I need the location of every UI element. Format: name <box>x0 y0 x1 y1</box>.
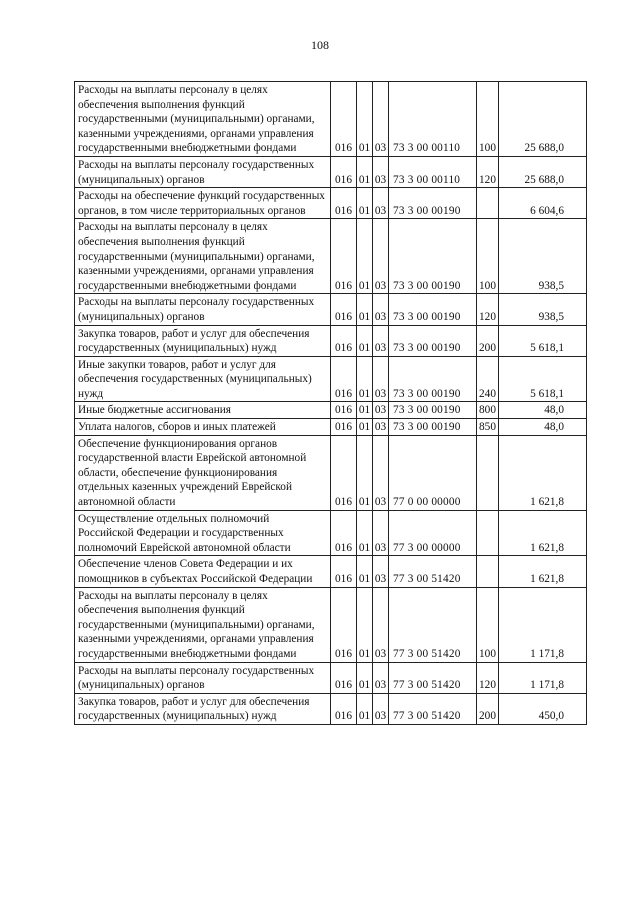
row-name: Расходы на выплаты персоналу государственных (муниципальных) органов <box>75 662 331 693</box>
row-amount: 938,5 <box>499 294 587 325</box>
row-ministry-code: 016 <box>331 294 357 325</box>
row-expense-type: 100 <box>477 82 499 157</box>
table-row <box>75 693 587 724</box>
row-expense-type <box>477 510 499 556</box>
row-target-code: 77 3 00 51420 <box>389 587 477 662</box>
row-expense-type <box>477 188 499 219</box>
row-expense-type: 120 <box>477 156 499 187</box>
row-target-code: 77 3 00 51420 <box>389 556 477 587</box>
row-subsection-code: 03 <box>373 356 389 402</box>
row-subsection-code: 03 <box>373 294 389 325</box>
row-amount: 5 618,1 <box>499 325 587 356</box>
row-ministry-code: 016 <box>331 219 357 294</box>
row-expense-type <box>477 556 499 587</box>
table-row <box>75 356 587 402</box>
table-row <box>75 556 587 587</box>
row-amount: 1 621,8 <box>499 510 587 556</box>
row-expense-type: 200 <box>477 693 499 724</box>
budget-table <box>74 81 587 725</box>
row-ministry-code: 016 <box>331 356 357 402</box>
row-name: Расходы на выплаты персоналу в целях обеспечения выполнения функций государственными (муниципальными) органами, казенными учреждениями, органами управления государственными внебюджетными фондами <box>75 82 331 157</box>
row-name: Уплата налогов, сборов и иных платежей <box>75 419 331 436</box>
row-name: Расходы на выплаты персоналу государственных (муниципальных) органов <box>75 156 331 187</box>
row-expense-type: 200 <box>477 325 499 356</box>
row-target-code: 73 3 00 00190 <box>389 356 477 402</box>
row-amount: 450,0 <box>499 693 587 724</box>
row-ministry-code: 016 <box>331 325 357 356</box>
row-expense-type: 100 <box>477 587 499 662</box>
row-section-code: 01 <box>357 402 373 419</box>
row-section-code: 01 <box>357 219 373 294</box>
row-amount: 25 688,0 <box>499 82 587 157</box>
row-subsection-code: 03 <box>373 188 389 219</box>
table-row <box>75 435 587 510</box>
table-row <box>75 587 587 662</box>
row-expense-type: 100 <box>477 219 499 294</box>
row-ministry-code: 016 <box>331 188 357 219</box>
row-amount: 6 604,6 <box>499 188 587 219</box>
row-expense-type: 850 <box>477 419 499 436</box>
row-ministry-code: 016 <box>331 402 357 419</box>
row-expense-type: 120 <box>477 294 499 325</box>
row-subsection-code: 03 <box>373 219 389 294</box>
row-target-code: 73 3 00 00190 <box>389 294 477 325</box>
row-amount: 938,5 <box>499 219 587 294</box>
row-section-code: 01 <box>357 662 373 693</box>
row-section-code: 01 <box>357 82 373 157</box>
row-name: Иные бюджетные ассигнования <box>75 402 331 419</box>
row-section-code: 01 <box>357 419 373 436</box>
row-target-code: 73 3 00 00110 <box>389 82 477 157</box>
row-ministry-code: 016 <box>331 156 357 187</box>
row-name: Расходы на выплаты персоналу в целях обеспечения выполнения функций государственными (муниципальными) органами, казенными учреждениями, органами управления государственными внебюджетными фондами <box>75 219 331 294</box>
row-section-code: 01 <box>357 294 373 325</box>
table-row <box>75 156 587 187</box>
row-target-code: 73 3 00 00190 <box>389 188 477 219</box>
row-subsection-code: 03 <box>373 662 389 693</box>
row-subsection-code: 03 <box>373 156 389 187</box>
row-amount: 25 688,0 <box>499 156 587 187</box>
row-name: Закупка товаров, работ и услуг для обеспечения государственных (муниципальных) нужд <box>75 325 331 356</box>
row-name: Обеспечение функционирования органов государственной власти Еврейской автономной области, обеспечение функционирования отдельных казенных учреждений Еврейской автономной области <box>75 435 331 510</box>
row-expense-type <box>477 435 499 510</box>
row-subsection-code: 03 <box>373 587 389 662</box>
table-row <box>75 219 587 294</box>
table-row <box>75 510 587 556</box>
row-name: Расходы на выплаты персоналу в целях обеспечения выполнения функций государственными (муниципальными) органами, казенными учреждениями, органами управления государственными внебюджетными фондами <box>75 587 331 662</box>
row-amount: 5 618,1 <box>499 356 587 402</box>
row-target-code: 77 3 00 00000 <box>389 510 477 556</box>
row-name: Расходы на выплаты персоналу государственных (муниципальных) органов <box>75 294 331 325</box>
row-section-code: 01 <box>357 156 373 187</box>
row-ministry-code: 016 <box>331 662 357 693</box>
row-subsection-code: 03 <box>373 325 389 356</box>
row-ministry-code: 016 <box>331 693 357 724</box>
row-ministry-code: 016 <box>331 587 357 662</box>
table-row <box>75 402 587 419</box>
table-row <box>75 188 587 219</box>
row-target-code: 73 3 00 00190 <box>389 219 477 294</box>
row-expense-type: 120 <box>477 662 499 693</box>
table-row <box>75 294 587 325</box>
row-target-code: 73 3 00 00190 <box>389 419 477 436</box>
row-section-code: 01 <box>357 587 373 662</box>
row-subsection-code: 03 <box>373 510 389 556</box>
row-subsection-code: 03 <box>373 435 389 510</box>
row-expense-type: 240 <box>477 356 499 402</box>
row-section-code: 01 <box>357 325 373 356</box>
row-ministry-code: 016 <box>331 419 357 436</box>
row-section-code: 01 <box>357 556 373 587</box>
row-ministry-code: 016 <box>331 510 357 556</box>
row-subsection-code: 03 <box>373 82 389 157</box>
row-name: Расходы на обеспечение функций государственных органов, в том числе территориальных органов <box>75 188 331 219</box>
row-ministry-code: 016 <box>331 82 357 157</box>
row-ministry-code: 016 <box>331 435 357 510</box>
row-expense-type: 800 <box>477 402 499 419</box>
table-row <box>75 325 587 356</box>
row-name: Обеспечение членов Совета Федерации и их помощников в субъектах Российской Федерации <box>75 556 331 587</box>
row-name: Иные закупки товаров, работ и услуг для обеспечения государственных (муниципальных) нужд <box>75 356 331 402</box>
page-number: 108 <box>311 38 329 52</box>
row-target-code: 77 0 00 00000 <box>389 435 477 510</box>
row-section-code: 01 <box>357 693 373 724</box>
row-subsection-code: 03 <box>373 556 389 587</box>
row-target-code: 77 3 00 51420 <box>389 693 477 724</box>
row-target-code: 77 3 00 51420 <box>389 662 477 693</box>
row-name: Осуществление отдельных полномочий Российской Федерации и государственных полномочий Еврейской автономной области <box>75 510 331 556</box>
table-row <box>75 82 587 157</box>
row-subsection-code: 03 <box>373 419 389 436</box>
row-amount: 1 171,8 <box>499 662 587 693</box>
row-target-code: 73 3 00 00190 <box>389 325 477 356</box>
row-subsection-code: 03 <box>373 402 389 419</box>
row-amount: 48,0 <box>499 402 587 419</box>
row-amount: 1 621,8 <box>499 556 587 587</box>
row-amount: 48,0 <box>499 419 587 436</box>
row-subsection-code: 03 <box>373 693 389 724</box>
row-section-code: 01 <box>357 356 373 402</box>
row-name: Закупка товаров, работ и услуг для обеспечения государственных (муниципальных) нужд <box>75 693 331 724</box>
row-target-code: 73 3 00 00110 <box>389 156 477 187</box>
table-row <box>75 662 587 693</box>
table-row <box>75 419 587 436</box>
row-amount: 1 621,8 <box>499 435 587 510</box>
row-section-code: 01 <box>357 510 373 556</box>
row-section-code: 01 <box>357 188 373 219</box>
row-section-code: 01 <box>357 435 373 510</box>
row-ministry-code: 016 <box>331 556 357 587</box>
row-target-code: 73 3 00 00190 <box>389 402 477 419</box>
row-amount: 1 171,8 <box>499 587 587 662</box>
